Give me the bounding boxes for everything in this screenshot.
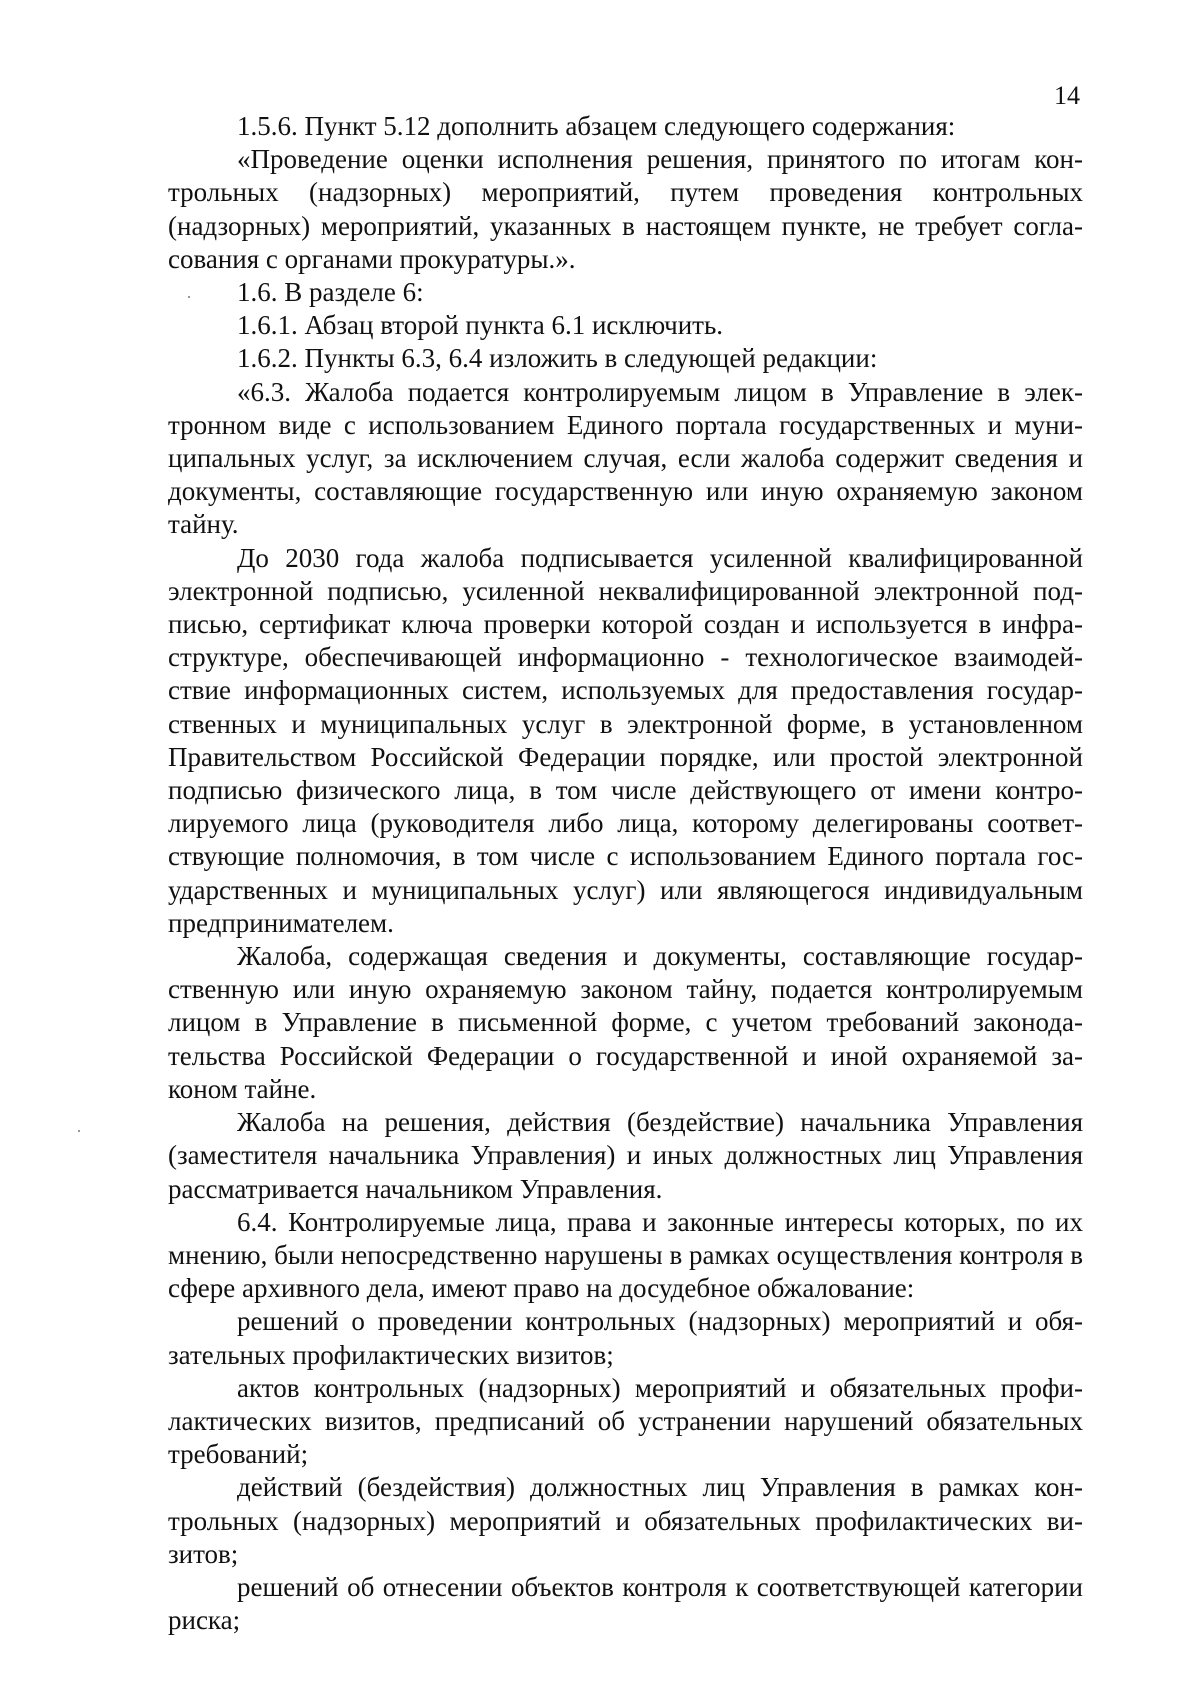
document-body — [168, 110, 1083, 1637]
paragraph-1-6: 1.6. В разделе 6: — [237, 277, 424, 308]
paragraph-1-6-2: 1.6.2. Пункты 6.3, 6.4 изложить в следующей редакции: — [237, 343, 878, 374]
paragraph-6-4: 6.4. Контролируемые лица, права и законные интересы которых, по их мнению, были непосредственно нарушены в рамках осуществления контроля в сфере архивного дела, имеют право на досудебное обжалование: — [168, 1206, 1083, 1304]
list-item-risk-category: решений об отнесении объектов контроля к соответствующей категории риска; — [168, 1571, 1083, 1636]
list-item-decisions: решений о проведении контрольных (надзорных) мероприятий и обязательных профилактических визитов; — [168, 1306, 1083, 1370]
scan-speck — [188, 296, 190, 298]
scan-speck — [78, 1130, 80, 1132]
paragraph-quote-evaluation: «Проведение оценки исполнения решения, принятого по итогам контрольных (надзорных) мероприятий, путем проведения контрольных (надзорных) мероприятий, указанных в настоящем пункте, не требует согласования с органами прокуратуры.». — [168, 144, 1083, 274]
paragraph-secret-complaint: Жалоба, содержащая сведения и документы, составляющие государственную или иную охраняемую законом тайну, подается контролируемым лицом в Управление в письменной форме, с учетом требований законодательства Российской Федерации о государственной и иной охраняемой законом тайне. — [168, 941, 1083, 1104]
list-item-acts: актов контрольных (надзорных) мероприятий и обязательных профилактических визитов, предписаний об устранении нарушений обязательных требований; — [168, 1372, 1083, 1470]
paragraph-signature-until-2030: До 2030 года жалоба подписывается усиленной квалифицированной электронной подписью, усиленной неквалифицированной электронной подписью, сертификат ключа проверки которой создан и используется в инфраструктуре, обеспечивающей информационно - технологическое взаимодействие информационных систем, используемых для предоставления государственных и муниципальных услуг в электронной форме, в установленном Правительством Российской Федерации порядке, или простой электронной подписью физического лица, в том числе действующего от имени контролируемого лица (руководителя либо лица, которому делегированы соответствующие полномочия, в том числе с использованием Единого портала государственных и муниципальных услуг) или являющегося индивидуальным предпринимателем. — [168, 542, 1083, 938]
paragraph-1-5-6: 1.5.6. Пункт 5.12 дополнить абзацем следующего содержания: — [237, 111, 956, 141]
paragraph-complaint-on-head: Жалоба на решения, действия (бездействие) начальника Управления (заместителя начальника Управления) и иных должностных лиц Управления рассматривается начальником Управления. — [168, 1107, 1083, 1204]
list-item-actions: действий (бездействия) должностных лиц Управления в рамках контрольных (надзорных) мероприятий и обязательных профилактических визитов; — [168, 1472, 1083, 1569]
paragraph-1-6-1: 1.6.1. Абзац второй пункта 6.1 исключить. — [237, 310, 724, 341]
paragraph-6-3: «6.3. Жалоба подается контролируемым лицом в Управление в электронном виде с использованием Единого портала государственных и муниципальных услуг, за исключением случая, если жалоба содержит сведения и документы, составляющие государственную или иную охраняемую законом тайну. — [168, 376, 1083, 540]
page-number: 14 — [1054, 81, 1080, 110]
